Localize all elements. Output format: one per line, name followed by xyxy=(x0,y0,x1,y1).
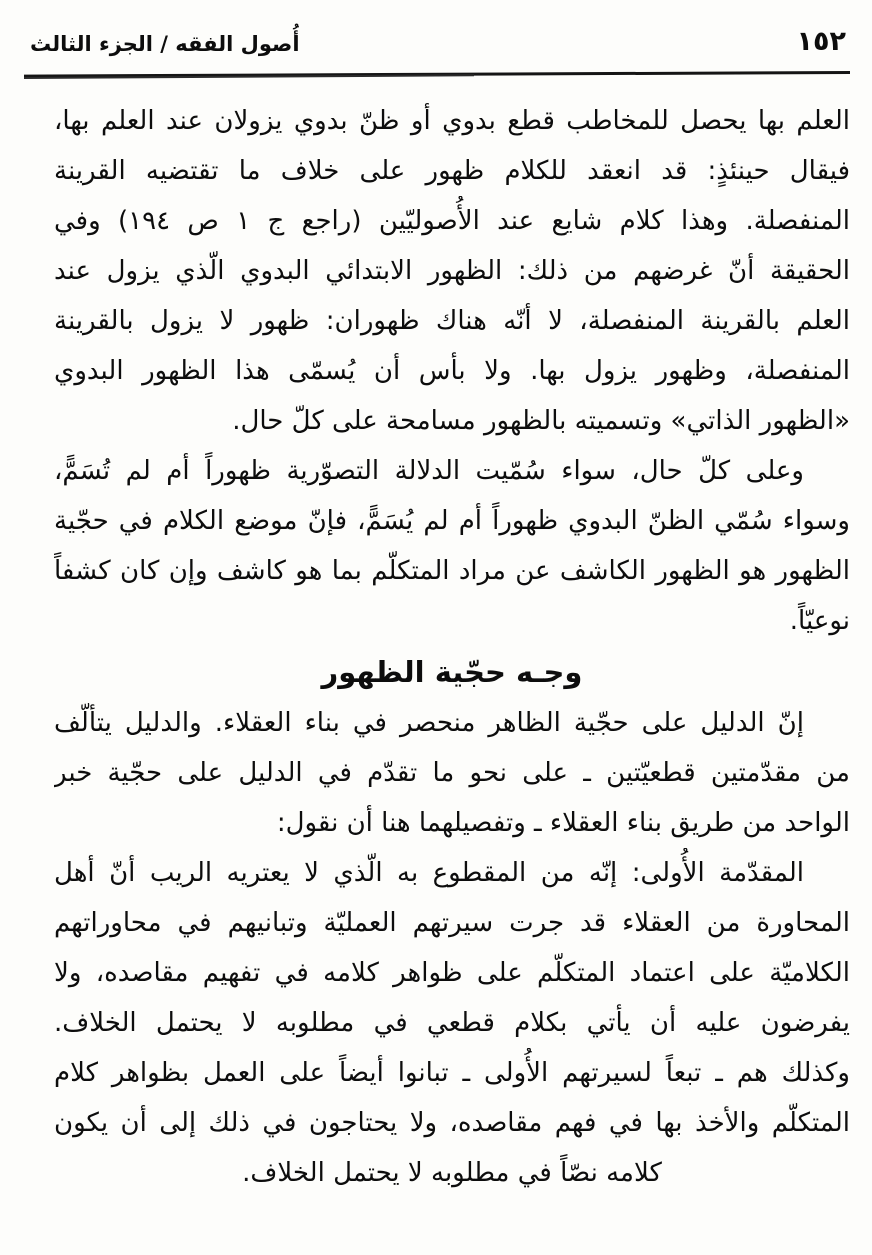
text-line: يفرضون عليه أن يأتي بكلام قطعي في مطلوبه لا يحتمل الخلاف. xyxy=(54,1008,850,1038)
text-line: العلم بالقرينة المنفصلة، لا أنّه هناك ظهوران: ظهور لا يزول بالقرينة xyxy=(54,306,850,336)
text-line: المتكلّم والأخذ بها في فهم مقاصده، ولا يحتاجون في ذلك إلى أن يكون xyxy=(54,1108,850,1138)
text-line: إنّ الدليل على حجّية الظاهر منحصر في بناء العقلاء. والدليل يتألّف xyxy=(54,708,804,738)
text-line: المقدّمة الأُولى: إنّه من المقطوع به الّذي لا يعتريه الريب أنّ أهل xyxy=(54,858,804,888)
page-body xyxy=(54,96,850,1198)
text-line: وسواء سُمّي الظنّ البدوي ظهوراً أم لم يُسَمًّ، فإنّ موضع الكلام في حجّية xyxy=(54,506,850,536)
text-line: كلامه نصّاً في مطلوبه لا يحتمل الخلاف. xyxy=(242,1158,662,1188)
text-line: الظهور هو الظهور الكاشف عن مراد المتكلّم بما هو كاشف وإن كان كشفاً xyxy=(54,556,850,586)
section-heading: وجـه حجّية الظهور xyxy=(321,655,583,689)
text-line: المنفصلة، وظهور يزول بها. ولا بأس أن يُسمّى هذا الظهور البدوي xyxy=(54,356,850,386)
text-line: المحاورة من العقلاء قد جرت سيرتهم العمليّة وتبانيهم في محاوراتهم xyxy=(54,908,850,938)
text-line: وكذلك هم ـ تبعاً لسيرتهم الأُولى ـ تبانوا أيضاً على العمل بظواهر كلام xyxy=(54,1058,850,1088)
text-line: الحقيقة أنّ غرضهم من ذلك: الظهور الابتدائي البدوي الّذي يزول عند xyxy=(54,256,850,286)
text-line: نوعيّاً. xyxy=(789,606,850,636)
text-line: فيقال حينئذٍ: قد انعقد للكلام ظهور على خلاف ما تقتضيه القرينة xyxy=(54,156,850,186)
text-line: المنفصلة. وهذا كلام شايع عند الأُصوليّين (راجع ج ١ ص ١٩٤) وفي xyxy=(54,206,850,236)
text-line: «الظهور الذاتي» وتسميته بالظهور مسامحة على كلّ حال. xyxy=(232,406,850,436)
text-line: الكلاميّة على اعتماد المتكلّم على ظواهر كلامه في تفهيم مقاصده، ولا xyxy=(54,958,850,988)
text-line: الواحد من طريق بناء العقلاء ـ وتفصيلهما هنا أن نقول: xyxy=(276,808,850,838)
header-title: أُصول الفقه / الجزء الثالث xyxy=(30,32,300,56)
text-line: وعلى كلّ حال، سواء سُمّيت الدلالة التصوّرية ظهوراً أم لم تُسَمًّ، xyxy=(54,456,804,486)
text-line: العلم بها يحصل للمخاطب قطع بدوي أو ظنّ بدوي يزولان عند العلم بها، xyxy=(54,106,850,136)
text-line: من مقدّمتين قطعيّتين ـ على نحو ما تقدّم في الدليل على حجّية خبر xyxy=(54,758,850,788)
page-number: ١٥٢ xyxy=(796,26,846,57)
page-header xyxy=(30,26,846,57)
